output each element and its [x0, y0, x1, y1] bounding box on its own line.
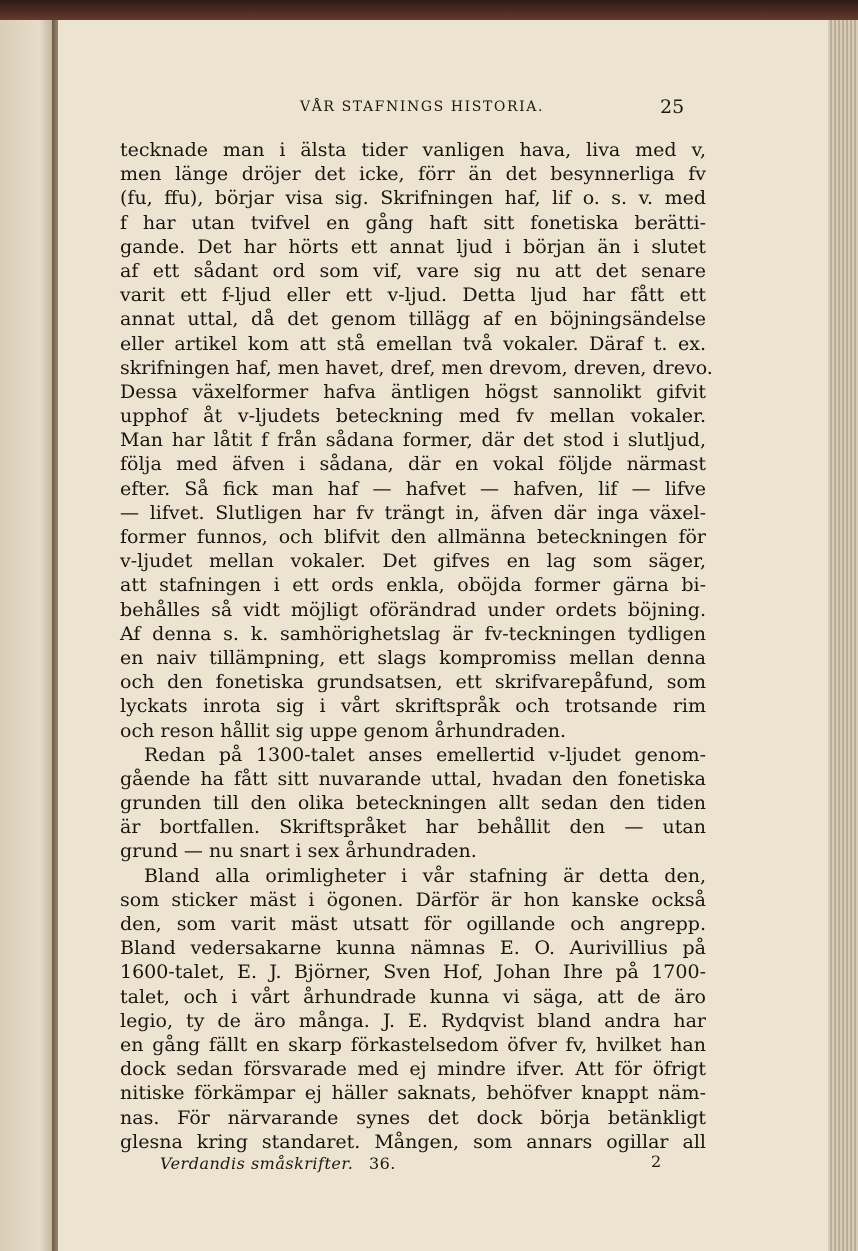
- text-line: former funnos, och blifvit den allmänna beteckningen för: [120, 526, 706, 548]
- text-line: och den fonetiska grundsatsen, ett skrifvarepåfund, som: [120, 671, 706, 694]
- text-line: grunden till den olika beteckningen allt sedan den tiden: [120, 792, 706, 815]
- text-line: följa med äfven i sådana, där en vokal följde närmast: [120, 453, 706, 476]
- text-line: Redan på 1300-talet anses emellertid v-ljudet genom-: [144, 743, 706, 766]
- text-line: efter. Så fick man haf — hafvet — hafven, lif — lifve: [120, 477, 706, 500]
- text-line: 1600-talet, E. J. Björner, Sven Hof, Johan Ihre på 1700-: [120, 961, 706, 984]
- text-line: nas. För närvarande synes det dock börja betänkligt: [120, 1106, 706, 1129]
- text-line: gande. Det har hörts ett annat ljud i början än i slutet: [120, 235, 706, 258]
- text-line: den, som varit mäst utsatt för ogillande och angrepp.: [120, 913, 706, 935]
- text-line: upphof åt v-ljudets beteckning med fv mellan vokaler.: [120, 405, 706, 428]
- text-line: glesna kring standaret. Mången, som annars ogillar all: [120, 1130, 706, 1153]
- text-line: Af denna s. k. samhörighetslag är fv-teckningen tydligen: [120, 622, 706, 645]
- text-line: att stafningen i ett ords enkla, oböjda former gärna bi-: [120, 574, 706, 597]
- text-line: behålles så vidt möjligt oförändrad under ordets böjning.: [120, 598, 706, 621]
- text-line: men länge dröjer det icke, förr än det besynnerliga fv: [120, 163, 706, 186]
- text-line: Man har låtit f från sådana former, där det stod i slutljud,: [120, 429, 706, 452]
- text-line: tecknade man i älsta tider vanligen hava, liva med v,: [120, 139, 706, 161]
- text-line: varit ett f-ljud eller ett v-ljud. Detta ljud har fått ett: [120, 284, 706, 307]
- text-line: (fu, ffu), börjar visa sig. Skrifningen haf, lif o. s. v. med: [120, 187, 706, 210]
- text-line: — lifvet. Slutligen har fv trängt in, äfven där inga växel-: [120, 501, 706, 524]
- text-line: en gång fällt en skarp förkastelsedom öfver fv, hvilket han: [120, 1033, 706, 1056]
- text-line: f har utan tvifvel en gång haft sitt fonetiska berätti-: [120, 211, 706, 234]
- text-line: dock sedan försvarade med ej mindre ifver. Att för öfrigt: [120, 1058, 706, 1081]
- left-page-edge: [0, 20, 56, 1251]
- text-line: skrifningen haf, men havet, dref, men drevom, dreven, drevo.: [120, 356, 713, 379]
- text-line: Bland vedersakarne kunna nämnas E. O. Aurivillius på: [120, 937, 706, 960]
- text-line: talet, och i vårt århundrade kunna vi säga, att de äro: [120, 985, 706, 1008]
- text-line: nitiske förkämpar ej häller saknats, behöfver knappt näm-: [120, 1082, 706, 1105]
- text-line: Dessa växelformer hafva äntligen högst sannolikt gifvit: [120, 380, 706, 403]
- text-line: gående ha fått sitt nuvarande uttal, hvadan den fonetiska: [120, 767, 706, 790]
- footer-series: [160, 1154, 396, 1173]
- book-top-edge: [0, 0, 858, 22]
- running-head: VÅR STAFNINGS HISTORIA.: [300, 99, 545, 115]
- text-line: af ett sådant ord som vif, vare sig nu att det senare: [120, 259, 706, 282]
- body-text: [120, 138, 713, 1154]
- text-line: och reson hållit sig uppe genom århundraden.: [120, 719, 567, 742]
- text-line: en naiv tillämpning, ett slags kompromiss mellan denna: [120, 646, 706, 669]
- page-number: 25: [660, 96, 685, 118]
- text-line: legio, ty de äro många. J. E. Rydqvist bland andra har: [120, 1009, 706, 1032]
- text-line: grund — nu snart i sex århundraden.: [120, 840, 477, 863]
- text-line: eller artikel kom att stå emellan två vokaler. Däraf t. ex.: [120, 332, 706, 355]
- text-line: Bland alla orimligheter i vår stafning är detta den,: [144, 864, 706, 887]
- page-stack-edges: [828, 20, 858, 1251]
- text-line: som sticker mäst i ögonen. Därför är hon kanske också: [120, 888, 706, 911]
- text-line: v-ljudet mellan vokaler. Det gifves en lag som säger,: [120, 550, 706, 573]
- text-line: lyckats inrota sig i vårt skriftspråk och trotsande rim: [120, 695, 706, 718]
- footer-series-number: 36.: [368, 1154, 396, 1173]
- text-line: är bortfallen. Skriftspråket har behållit den — utan: [120, 816, 706, 839]
- text-line: annat uttal, då det genom tillägg af en böjningsändelse: [120, 308, 706, 331]
- signature-mark: 2: [651, 1152, 662, 1171]
- footer-series-title: Verdandis småskrifter.: [160, 1154, 354, 1173]
